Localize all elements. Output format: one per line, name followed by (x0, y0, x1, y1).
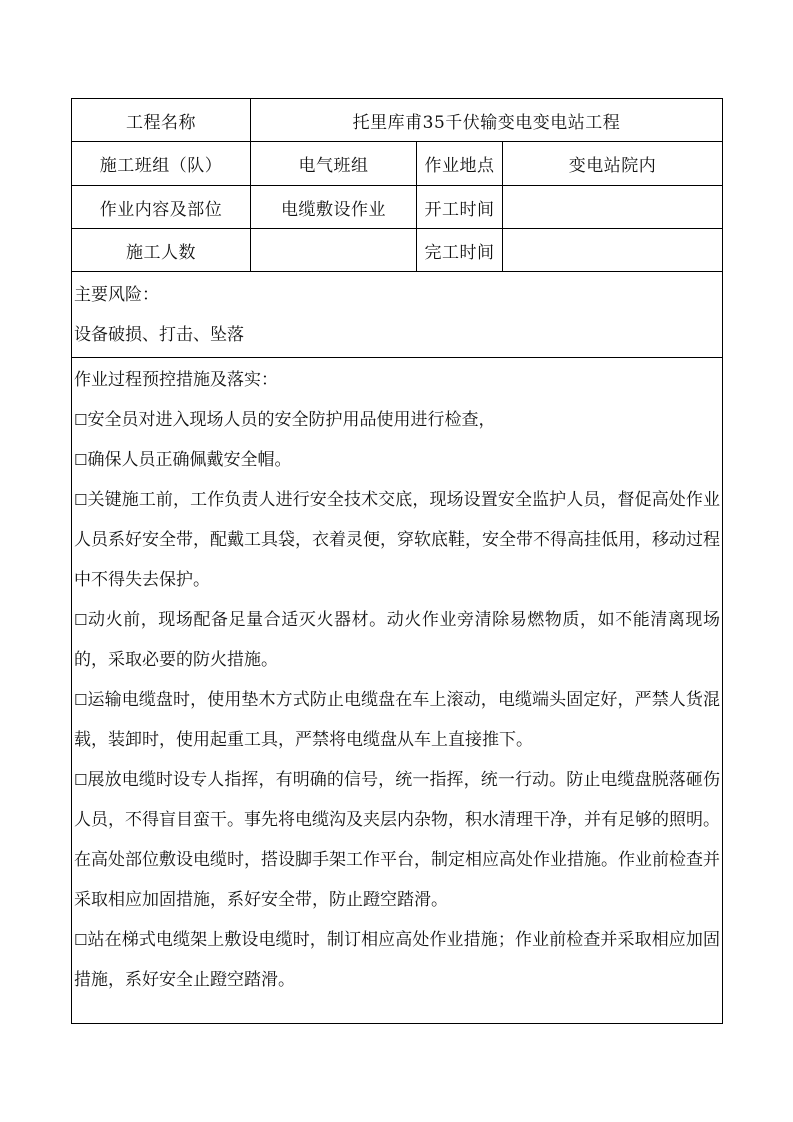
end-time-value (503, 229, 722, 271)
checkbox-icon: ☐ (74, 451, 88, 469)
row-divider (72, 357, 722, 358)
checkbox-icon: ☐ (74, 771, 88, 789)
checkbox-icon: ☐ (74, 611, 88, 629)
measure-text: 安全员对进入现场人员的安全防护用品使用进行检查， (87, 410, 496, 430)
checkbox-icon: ☐ (74, 931, 88, 949)
site-value: 变电站院内 (568, 156, 657, 176)
control-measures-heading: 作业过程预控措施及落实： (74, 370, 278, 390)
measure-text: 运输电缆盘时，使用垫木方式防止电缆盘在车上滚动，电缆端头固定好，严禁人货混载，装卸时，使用起重工具，严禁将电缆盘从车上直接推下。 (74, 690, 720, 750)
start-time-value (503, 186, 722, 228)
team-label: 施工班组（队） (99, 156, 223, 176)
measure-item (74, 680, 720, 760)
measure-item (74, 920, 720, 1000)
work-permit-table (71, 98, 723, 1024)
measure-item (74, 760, 720, 920)
team-value: 电气班组 (298, 156, 369, 176)
checkbox-icon: ☐ (74, 691, 88, 709)
start-time-label: 开工时间 (424, 199, 495, 220)
row-divider (72, 271, 722, 272)
site-label: 作业地点 (424, 156, 495, 176)
main-risk-text: 设备破损、打击、坠落 (74, 325, 244, 345)
measure-text: 展放电缆时设专人指挥，有明确的信号，统一指挥，统一行动。防止电缆盘脱落砸伤人员，不得盲目蛮干。事先将电缆沟及夹层内杂物，积水清理干净，并有足够的照明。在高处部位敷设电缆时，搭设脚手架工作平台，制定相应高处作业措施。作业前检查并采取相应加固措施，系好安全带，防止蹬空踏滑。 (74, 770, 720, 910)
project-name-value: 托里库甫35千伏输变电变电站工程 (352, 112, 621, 133)
measure-text: 动火前，现场配备足量合适灭火器材。动火作业旁清除易燃物质，如不能清离现场的，采取必要的防火措施。 (74, 610, 720, 670)
measure-text: 确保人员正确佩戴安全帽。 (87, 450, 292, 470)
worker-count-value (251, 229, 416, 271)
project-name-label: 工程名称 (126, 112, 196, 133)
measure-item (74, 440, 720, 480)
measure-item (74, 600, 720, 680)
control-measures-section (74, 360, 720, 1000)
measure-text: 关键施工前，工作负责人进行安全技术交底，现场设置安全监护人员，督促高处作业人员系好安全带，配戴工具袋，衣着灵便，穿软底鞋，安全带不得高挂低用，移动过程中不得失去保护。 (74, 490, 720, 590)
checkbox-icon: ☐ (74, 491, 88, 509)
end-time-label: 完工时间 (424, 242, 495, 263)
main-risk-heading: 主要风险： (74, 285, 159, 305)
work-content-value: 电缆敷设作业 (281, 199, 386, 220)
measure-item (74, 480, 720, 600)
worker-count-label: 施工人数 (126, 242, 196, 263)
checkbox-icon: ☐ (74, 411, 88, 429)
measure-text: 站在梯式电缆架上敷设电缆时，制订相应高处作业措施；作业前检查并采取相应加固措施，系好安全止蹬空踏滑。 (74, 930, 720, 990)
work-content-label: 作业内容及部位 (99, 199, 223, 220)
main-risk-section (74, 275, 720, 355)
measure-item (74, 400, 720, 440)
